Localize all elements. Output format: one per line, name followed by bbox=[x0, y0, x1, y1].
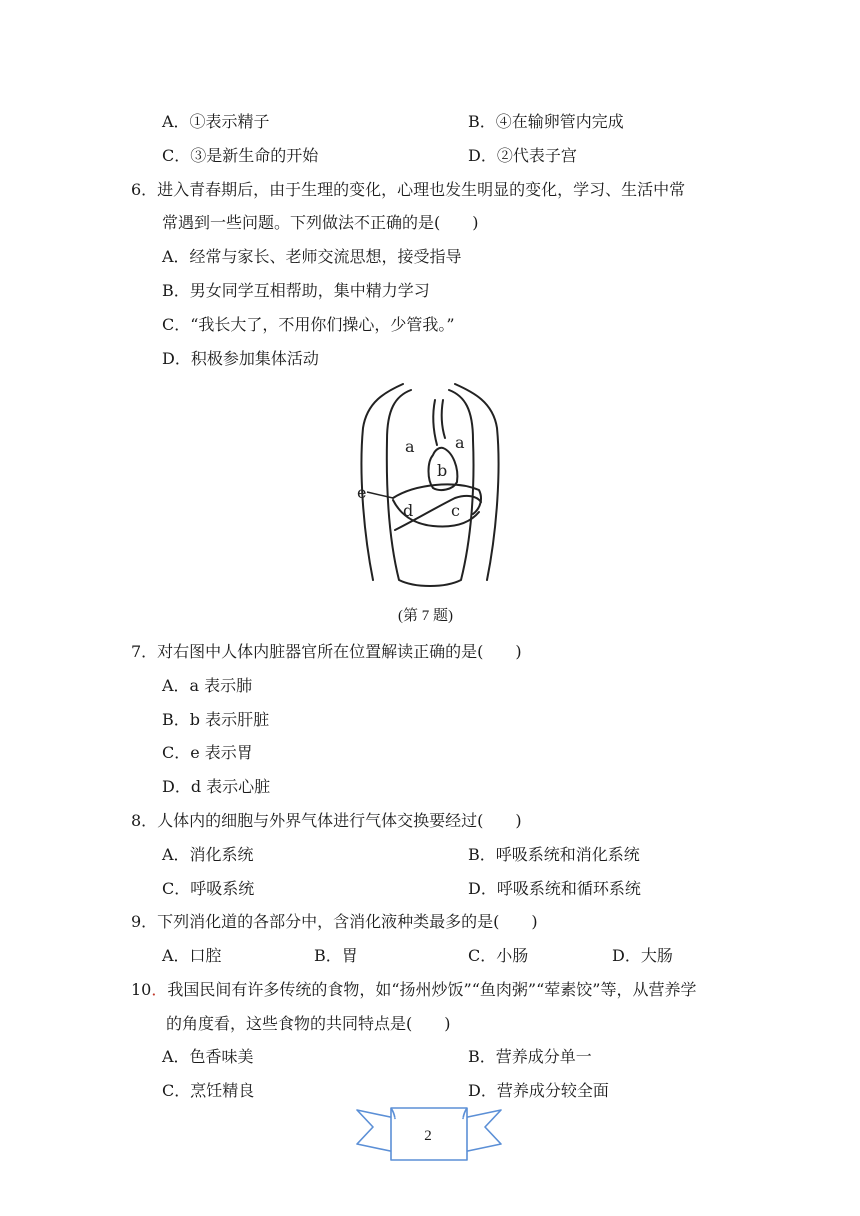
q9-option-b: B．胃 bbox=[314, 946, 358, 965]
q9-option-d: D．大肠 bbox=[612, 946, 673, 965]
q5-option-d: D．②代表子宫 bbox=[468, 146, 577, 165]
q10-option-b: B．营养成分单一 bbox=[468, 1047, 592, 1066]
torso-outline-right bbox=[455, 384, 499, 580]
ribbon-right-tail bbox=[463, 1110, 501, 1152]
label-c: c bbox=[451, 501, 460, 520]
label-d: d bbox=[403, 501, 414, 520]
q7-option-b: B．b 表示肝脏 bbox=[162, 710, 270, 729]
q10-stem-line-2: 的角度看，这些食物的共同特点是( ) bbox=[166, 1014, 451, 1033]
label-e-leader bbox=[367, 492, 393, 498]
q6-option-b: B．男女同学互相帮助，集中精力学习 bbox=[162, 281, 430, 300]
label-a-left: a bbox=[405, 437, 415, 456]
q9-stem: 9．下列消化道的各部分中，含消化液种类最多的是( ) bbox=[131, 912, 538, 931]
q10-stem-text: 我国民间有许多传统的食物，如“扬州炒饭”“鱼肉粥”“荤素饺”等，从营养学 bbox=[167, 980, 697, 999]
q6-option-a: A．经常与家长、老师交流思想，接受指导 bbox=[162, 247, 462, 266]
q6-stem-line-2: 常遇到一些问题。下列做法不正确的是( ) bbox=[162, 213, 479, 232]
ribcage-outline bbox=[387, 390, 474, 586]
q10-option-c: C．烹饪精良 bbox=[162, 1081, 255, 1100]
torso-organs-diagram bbox=[355, 380, 505, 590]
q9-option-a: A．口腔 bbox=[162, 946, 222, 965]
q10-number-dot: ． bbox=[151, 980, 168, 999]
trachea-line bbox=[433, 400, 437, 445]
aorta-line bbox=[442, 400, 445, 438]
label-b: b bbox=[437, 461, 448, 480]
q8-option-c: C．呼吸系统 bbox=[162, 879, 255, 898]
q8-option-b: B．呼吸系统和消化系统 bbox=[468, 845, 640, 864]
q7-option-d: D．d 表示心脏 bbox=[162, 777, 271, 796]
q6-option-c: C．“我长大了，不用你们操心，少管我。” bbox=[162, 315, 455, 334]
q10-number: 10 bbox=[131, 980, 152, 999]
q8-option-a: A．消化系统 bbox=[162, 845, 254, 864]
q10-stem-line-1 bbox=[131, 980, 696, 1000]
q5-option-c: C．③是新生命的开始 bbox=[162, 146, 319, 165]
label-e: e bbox=[357, 483, 367, 502]
q10-option-a: A．色香味美 bbox=[162, 1047, 254, 1066]
q7-option-c: C．e 表示胃 bbox=[162, 743, 253, 762]
q7-option-a: A．a 表示肺 bbox=[162, 676, 253, 695]
q6-option-d: D．积极参加集体活动 bbox=[162, 349, 319, 368]
ribbon-left-tail bbox=[357, 1110, 395, 1152]
q8-option-d: D．呼吸系统和循环系统 bbox=[468, 879, 641, 898]
q5-option-a: A．①表示精子 bbox=[162, 112, 270, 131]
q8-stem: 8．人体内的细胞与外界气体进行气体交换要经过( ) bbox=[131, 811, 522, 830]
q7-stem: 7．对右图中人体内脏器官所在位置解读正确的是( ) bbox=[131, 642, 522, 661]
q9-option-c: C．小肠 bbox=[468, 946, 529, 965]
page-number: 2 bbox=[424, 1128, 432, 1144]
q10-option-d: D．营养成分较全面 bbox=[468, 1081, 609, 1100]
figure-caption: (第 7 题) bbox=[398, 608, 453, 624]
torso-outline-left bbox=[361, 384, 403, 580]
label-a-right: a bbox=[455, 433, 465, 452]
q6-stem-line-1: 6．进入青春期后，由于生理的变化，心理也发生明显的变化，学习、生活中常 bbox=[131, 180, 686, 199]
q5-option-b: B．④在输卵管内完成 bbox=[468, 112, 624, 131]
